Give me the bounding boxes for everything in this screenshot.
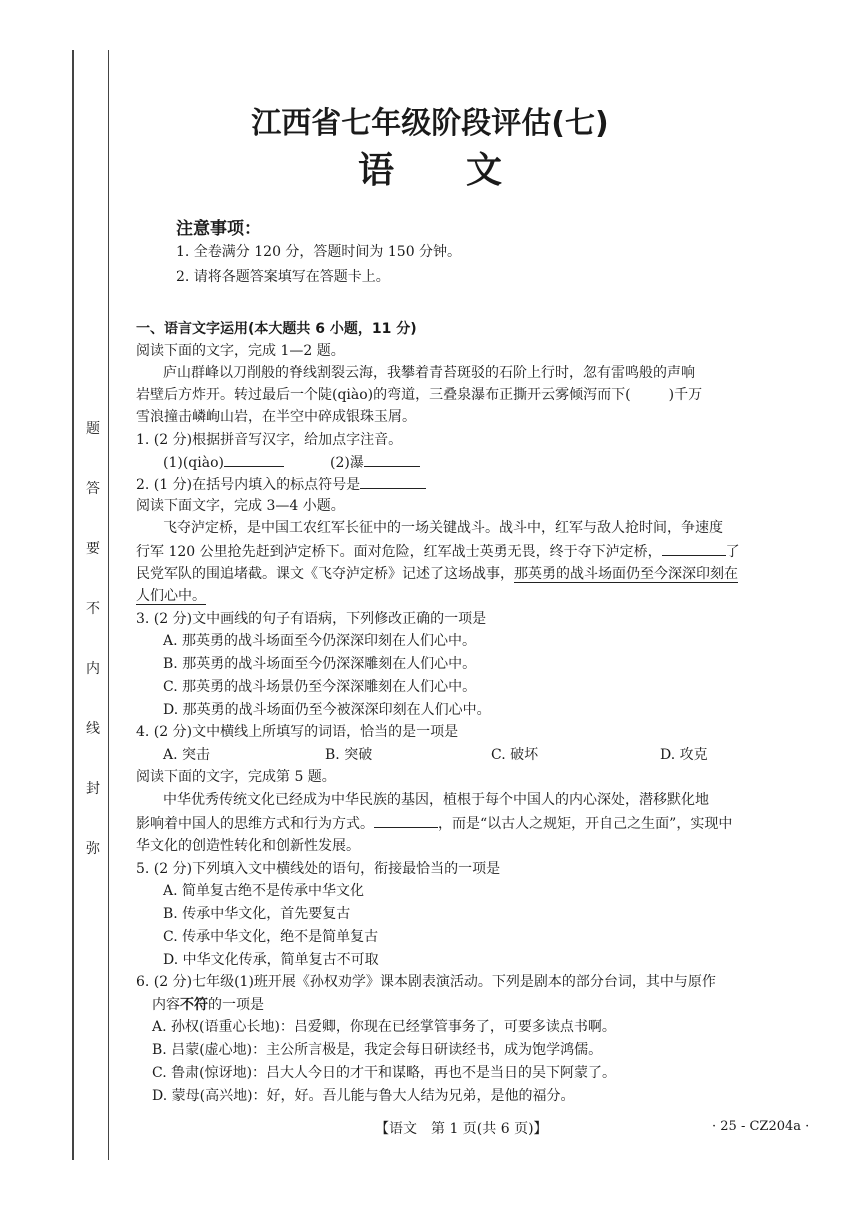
reading-intro: 阅读下面文字，完成 3—4 小题。 [136, 498, 345, 514]
option: D. 蒙母(高兴地)：好，好。吾儿能与鲁大人结为兄弟，是他的福分。 [152, 1088, 575, 1104]
subject-title: 语 文 [357, 150, 502, 191]
option: C. 鲁肃(惊讶地)：吕大人今日的才干和谋略，再也不是当日的吴下阿蒙了。 [152, 1065, 617, 1081]
notice-item: 1. 全卷满分 120 分，答题时间为 150 分钟。 [176, 244, 462, 260]
section-heading: 一、语言文字运用(本大题共 6 小题，11 分) [136, 321, 417, 337]
answer-blank[interactable] [662, 541, 726, 556]
passage-line: 岩壁后方炸开。转过最后一个陡(qiào)的弯道，三叠泉瀑布正撕开云雾倾泻而下( )千万 [136, 387, 703, 403]
binding-line-outer [72, 50, 74, 1160]
reading-intro: 阅读下面的文字，完成 1—2 题。 [136, 343, 345, 359]
question-1: 1. (2 分)根据拼音写汉字，给加点字注音。 [136, 432, 403, 448]
option: D. 中华文化传承，简单复古不可取 [163, 952, 379, 968]
seal-char: 不 [86, 601, 100, 617]
seal-char: 线 [86, 721, 100, 737]
answer-blank[interactable] [224, 452, 284, 467]
option: A. 孙权(语重心长地)：吕爱卿，你现在已经掌管事务了，可要多读点书啊。 [152, 1019, 616, 1035]
seal-char: 答 [86, 481, 100, 497]
exam-code: · 25 - CZ204a · [712, 1119, 810, 1134]
passage-line: 中华优秀传统文化已经成为中华民族的基因，植根于每个中国人的内心深处，潜移默化地 [163, 792, 709, 808]
seal-char: 要 [86, 541, 100, 557]
answer-blank[interactable] [360, 474, 426, 489]
passage-line [136, 586, 206, 606]
question-3: 3. (2 分)文中画线的句子有语病，下列修改正确的一项是 [136, 611, 487, 627]
passage-line: 行军 120 公里抢先赶到泸定桥下。面对危险，红军战士英勇无畏，终于夺下泸定桥， 了 [136, 541, 740, 562]
option: D. 那英勇的战斗场面仍至今被深深印刻在人们心中。 [163, 702, 491, 718]
passage-line: 民党军队的围追堵截。课文《飞夺泸定桥》记述了这场战事，那英勇的战斗场面仍至今深深印刻在 [136, 566, 738, 582]
question-6: 6. (2 分)七年级(1)班开展《孙权劝学》课本剧表演活动。下列是剧本的部分台词，其中与原作 [136, 974, 716, 990]
seal-char: 弥 [86, 841, 100, 857]
question-2: 2. (1 分)在括号内填入的标点符号是 [136, 474, 426, 495]
seal-char: 题 [86, 421, 100, 437]
passage-line: 庐山群峰以刀削般的脊线割裂云海，我攀着青苔斑驳的石阶上行时，忽有雷鸣般的声响 [163, 365, 695, 381]
option: B. 突破 [325, 747, 373, 763]
option: C. 传承中华文化，绝不是简单复古 [163, 929, 379, 945]
option: B. 吕蒙(虚心地)：主公所言极是，我定会每日研读经书，成为饱学鸿儒。 [152, 1042, 603, 1058]
passage-line: 影响着中国人的思维方式和行为方式。 ，而是“以古人之规矩，开自己之生面”，实现中 [136, 813, 732, 834]
question-4: 4. (2 分)文中横线上所填写的词语，恰当的是一项是 [136, 724, 459, 740]
passage-line: 飞夺泸定桥，是中国工农红军长征中的一场关键战斗。战斗中，红军与敌人抢时间，争速度 [163, 520, 723, 536]
binding-line-inner [108, 50, 109, 1160]
reading-intro: 阅读下面的文字，完成第 5 题。 [136, 769, 336, 785]
seal-char: 内 [86, 661, 100, 677]
passage-line: 雪浪撞击嶙峋山岩，在半空中碎成银珠玉屑。 [136, 409, 416, 425]
question-6-cont: 内容不符的一项是 [152, 997, 264, 1013]
option: A. 简单复古绝不是传承中华文化 [163, 883, 365, 899]
option: B. 传承中华文化，首先要复古 [163, 906, 351, 922]
seal-char: 封 [86, 781, 100, 797]
option: A. 突击 [163, 747, 211, 763]
question-1-items: (1)(qiào) (2)瀑 [163, 452, 420, 473]
underlined-sentence: 人们心中。 [136, 588, 206, 604]
option: C. 那英勇的战斗场景仍至今深深雕刻在人们心中。 [163, 679, 477, 695]
answer-blank[interactable] [364, 452, 420, 467]
option: C. 破坏 [491, 747, 539, 763]
question-5: 5. (2 分)下列填入文中横线处的语句，衔接最恰当的一项是 [136, 861, 501, 877]
underlined-sentence: 那英勇的战斗场面仍至今深深印刻在 [514, 566, 738, 582]
option: B. 那英勇的战斗场面至今仍深深雕刻在人们心中。 [163, 656, 477, 672]
emphasis-not-match: 不符 [180, 997, 208, 1013]
passage-line: 华文化的创造性转化和创新性发展。 [136, 838, 360, 854]
notice-heading: 注意事项： [176, 219, 261, 239]
answer-blank[interactable] [374, 813, 438, 828]
page-footer: 【语文 第 1 页(共 6 页)】 [375, 1121, 548, 1137]
notice-item: 2. 请将各题答案填写在答题卡上。 [176, 269, 390, 285]
option: D. 攻克 [660, 747, 708, 763]
option: A. 那英勇的战斗场面至今仍深深印刻在人们心中。 [163, 633, 477, 649]
exam-title: 江西省七年级阶段评估(七) [251, 106, 609, 141]
